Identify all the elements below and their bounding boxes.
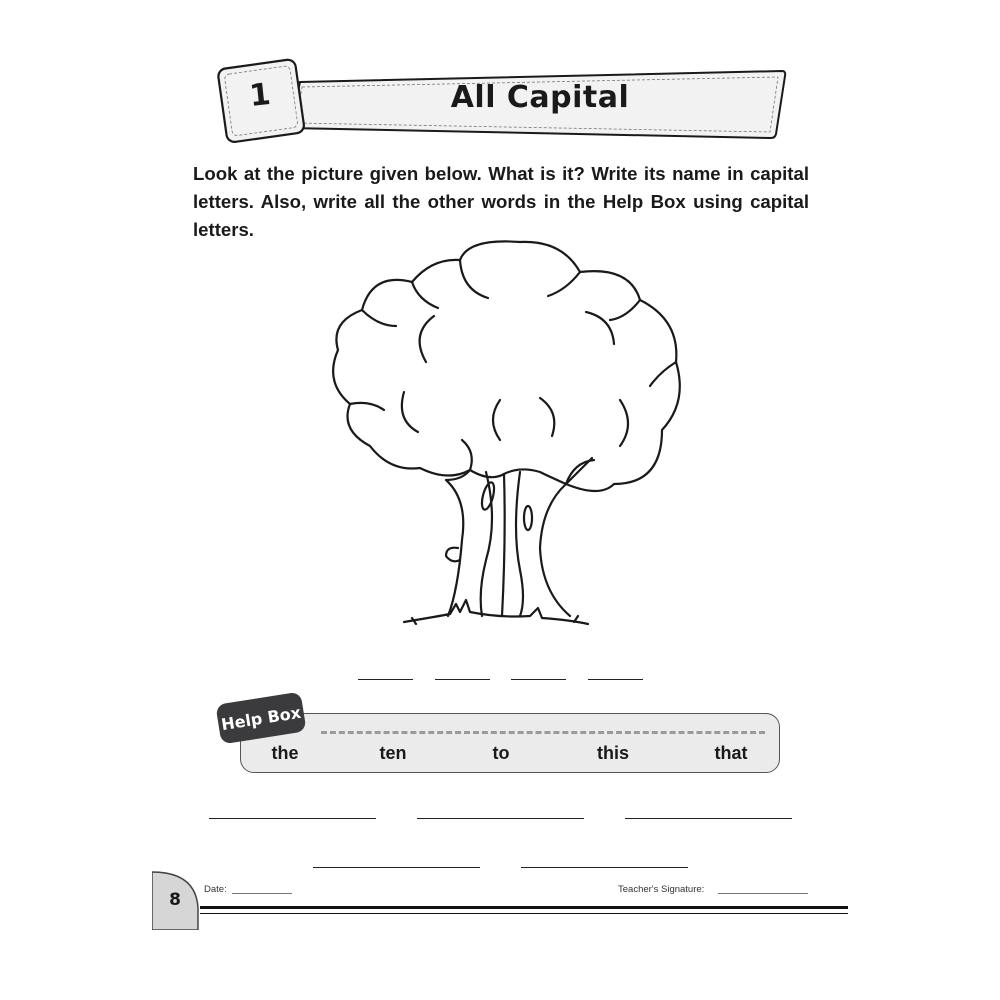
instruction-text: Look at the picture given below. What is it? Write its name in capital letters. Also, write all the other words in the Help Box using capital letters. [193, 163, 809, 240]
teacher-signature-field[interactable] [718, 893, 808, 894]
help-word-2: ten [379, 743, 407, 763]
help-word-3: to [492, 743, 510, 763]
help-word-4: this [596, 743, 629, 763]
answer-blank-2[interactable] [435, 679, 490, 680]
help-box-divider [321, 731, 765, 734]
help-box-label: Help Box [215, 692, 306, 745]
writing-line-1[interactable] [209, 818, 376, 819]
footer-rule-thin [200, 913, 848, 914]
writing-line-3[interactable] [625, 818, 792, 819]
date-label: Date: [204, 884, 227, 895]
page-number: 8 [169, 890, 181, 910]
writing-line-4[interactable] [313, 867, 480, 868]
exercise-number: 1 [247, 77, 273, 114]
writing-line-2[interactable] [417, 818, 584, 819]
writing-line-5[interactable] [521, 867, 688, 868]
teacher-signature-label: Teacher's Signature: [618, 884, 705, 895]
exercise-title: All Capital [450, 80, 630, 115]
answer-blank-1[interactable] [358, 679, 413, 680]
help-word-1: the [271, 743, 299, 763]
answer-blank-4[interactable] [588, 679, 643, 680]
date-field[interactable] [232, 893, 292, 894]
tree-illustration [320, 232, 690, 634]
help-word-5: that [714, 743, 748, 763]
answer-blank-3[interactable] [511, 679, 566, 680]
footer-rule [200, 906, 848, 909]
